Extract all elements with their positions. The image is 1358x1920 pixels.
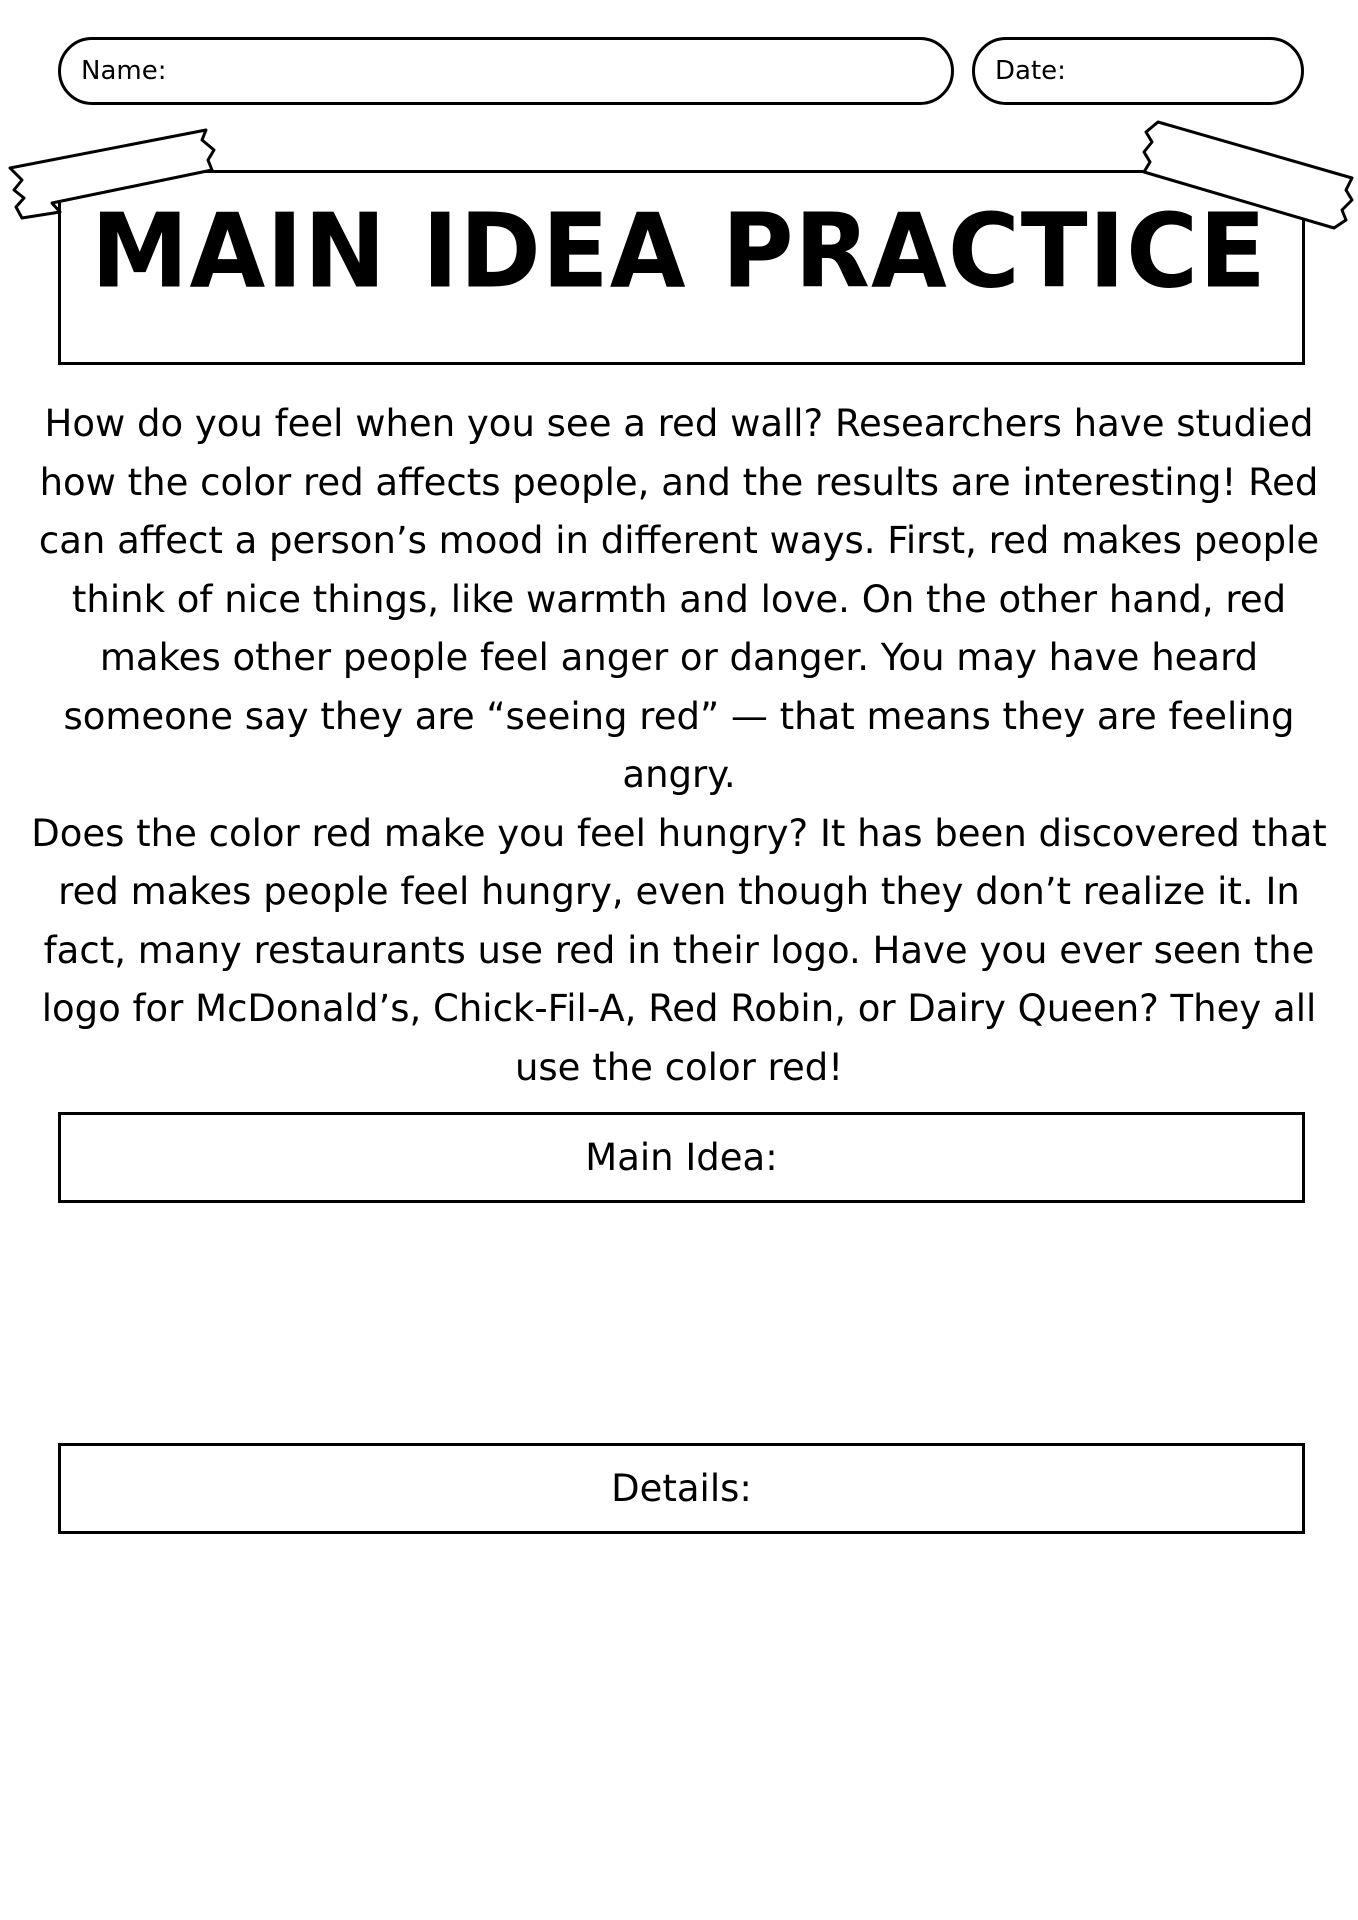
details-box (58, 1443, 1305, 1534)
details-label: Details: (611, 1467, 752, 1510)
tape-decorations (0, 0, 1358, 260)
tape-left-icon (10, 130, 214, 218)
page-title: MAIN IDEA PRACTICE (91, 192, 1267, 312)
name-label: Name: (81, 56, 167, 86)
main-idea-label: Main Idea: (585, 1136, 778, 1179)
reading-passage (30, 395, 1328, 1097)
passage-paragraph-2: Does the color red make you feel hungry? It has been discovered that red makes people feel hungry, even though they don’t realize it. In fact, many restaurants use red in their logo. Have you ever seen the logo for McDonald’s, Chick-Fil-A, Red Robin, or Dairy Queen? They all use the color red! (31, 811, 1327, 1089)
main-idea-box (58, 1112, 1305, 1203)
date-label: Date: (995, 56, 1066, 86)
passage-paragraph-1: How do you feel when you see a red wall? Researchers have studied how the color red affects people, and the results are interesting! Red can affect a person’s mood in different ways. First, red makes people think of nice things, like warmth and love. On the other hand, red makes other people feel anger or danger. You may have heard someone say they are “seeing red” — that means they are feeling angry. (38, 402, 1320, 796)
tape-right-icon (1144, 122, 1352, 228)
